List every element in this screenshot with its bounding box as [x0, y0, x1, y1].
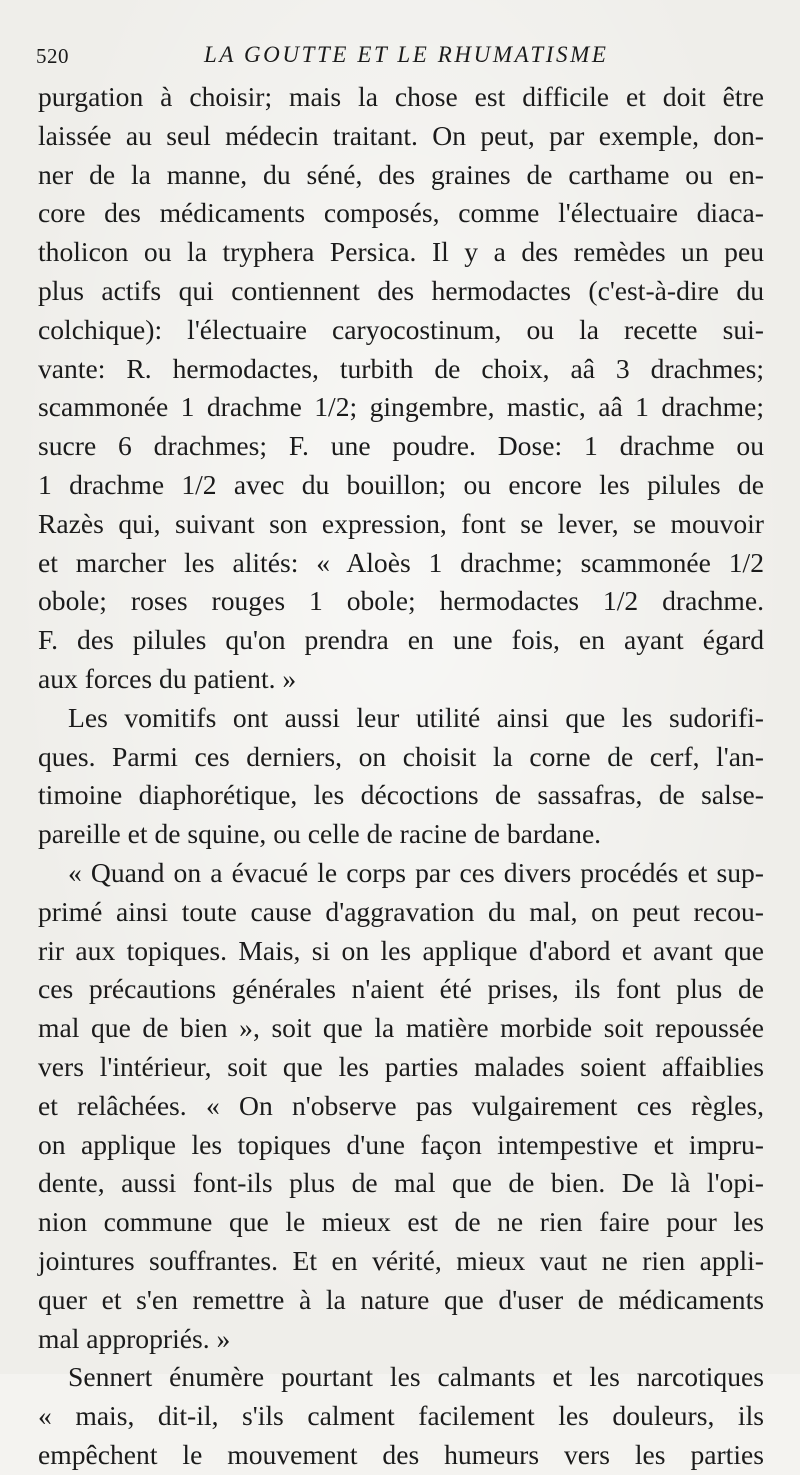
text-line: vers l'intérieur, soit que les parties malades soient affaiblies [38, 1050, 764, 1082]
text-line: rir aux topiques. Mais, si on les applique d'abord et avant que [38, 934, 764, 966]
running-header [36, 38, 764, 78]
text-line: Razès qui, suivant son expression, font se lever, se mouvoir [38, 507, 764, 539]
text-line: plus actifs qui contiennent des hermodactes (c'est-à-dire du [38, 274, 764, 306]
text-line: F. des pilules qu'on prendra en une fois, en ayant égard [38, 624, 764, 656]
text-line: colchique): l'électuaire caryocostinum, ou la recette sui- [38, 313, 764, 345]
page-number: 520 [36, 44, 69, 68]
text-line: et marcher les alités: « Aloès 1 drachme; scammonée 1/2 [38, 546, 764, 578]
text-line: pareille et de squine, ou celle de racine de bardane. [38, 818, 602, 850]
text-line: core des médicaments composés, comme l'électuaire diaca- [38, 197, 764, 229]
text-line: obole; roses rouges 1 obole; hermodactes 1/2 drachme. [38, 585, 764, 617]
text-line: sucre 6 drachmes; F. une poudre. Dose: 1 drachme ou [38, 430, 764, 462]
text-line: quer et s'en remettre à la nature que d'user de médicaments [38, 1283, 764, 1315]
text-line: mal appropriés. » [38, 1322, 231, 1354]
text-line: 1 drachme 1/2 avec du bouillon; ou encore les pilules de [38, 468, 764, 500]
text-line: vante: R. hermodactes, turbith de choix, aâ 3 drachmes; [38, 352, 764, 384]
text-line: « mais, dit-il, s'ils calment facilement les douleurs, ils [38, 1400, 764, 1432]
running-title: LA GOUTTE ET LE RHUMATISME [204, 42, 609, 67]
text-line: on applique les topiques d'une façon intempestive et impru- [38, 1128, 764, 1160]
text-line: purgation à choisir; mais la chose est difficile et doit être [38, 81, 764, 112]
text-line: mal que de bien », soit que la matière morbide soit repoussée [38, 1012, 764, 1044]
text-line: timoine diaphorétique, les décoctions de sassafras, de salse- [38, 779, 764, 811]
text-line: ques. Parmi ces derniers, on choisit la corne de cerf, l'an- [38, 740, 764, 772]
text-line: nion commune que le mieux est de ne rien faire pour les [38, 1206, 764, 1238]
text-line: ces précautions générales n'aient été prises, ils font plus de [38, 973, 764, 1005]
text-line: empêchent le mouvement des humeurs vers les parties [38, 1438, 764, 1470]
text-line: primé ainsi toute cause d'aggravation du mal, on peut recou- [38, 895, 764, 927]
text-line: laissée au seul médecin traitant. On peut, par exemple, don- [38, 119, 764, 151]
text-line: et relâchées. « On n'observe pas vulgairement ces règles, [38, 1089, 764, 1121]
text-line: dente, aussi font-ils plus de mal que de bien. De là l'opi- [38, 1167, 764, 1199]
text-line: « Quand on a évacué le corps par ces divers procédés et sup- [68, 856, 764, 888]
text-line: aux forces du patient. » [38, 662, 297, 694]
text-line: scammonée 1 drachme 1/2; gingembre, mastic, aâ 1 drachme; [38, 391, 764, 423]
text-line: jointures souffrantes. Et en vérité, mieux vaut ne rien appli- [38, 1244, 764, 1276]
body-text [38, 78, 764, 1475]
text-line: tholicon ou la tryphera Persica. Il y a des remèdes un peu [38, 236, 764, 268]
text-line: Les vomitifs ont aussi leur utilité ainsi que les sudorifi- [68, 701, 764, 733]
text-line: Sennert énumère pourtant les calmants et les narcotiques [68, 1361, 764, 1393]
text-line: ner de la manne, du séné, des graines de carthame ou en- [38, 158, 764, 190]
